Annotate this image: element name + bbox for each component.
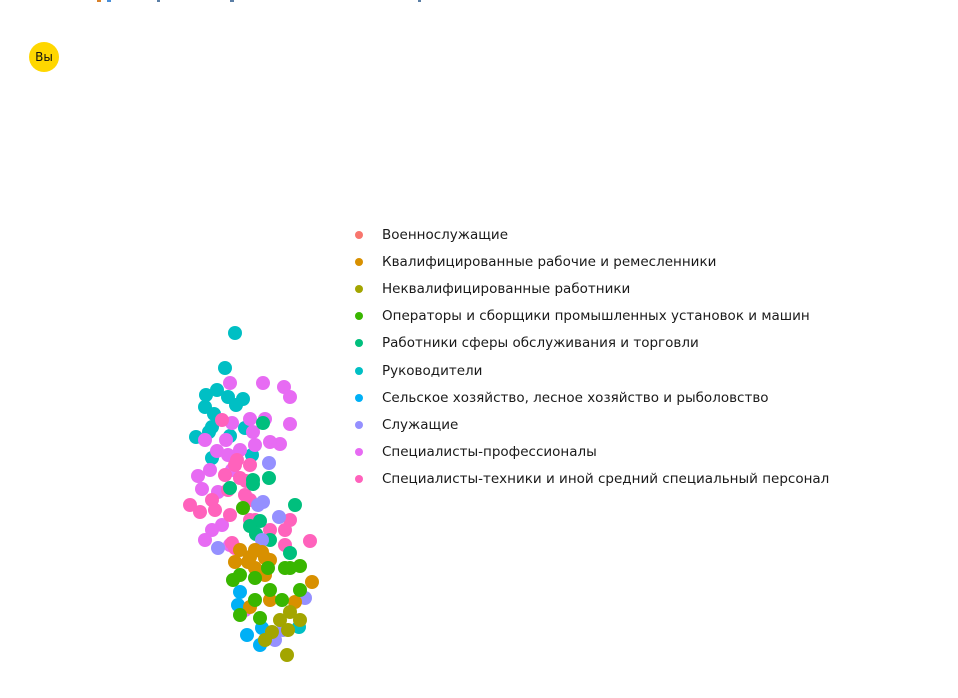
scatter-point[interactable]	[193, 505, 207, 519]
scatter-point[interactable]	[233, 568, 247, 582]
scatter-point[interactable]	[293, 559, 307, 573]
scatter-point[interactable]	[253, 611, 267, 625]
legend-color-dot	[355, 258, 363, 266]
scatter-point[interactable]	[240, 628, 254, 642]
legend-item-label: Операторы и сборщики промышленных установок и машин	[382, 308, 810, 325]
scatter-point[interactable]	[283, 417, 297, 431]
scatter-point[interactable]	[280, 648, 294, 662]
scatter-point[interactable]	[233, 585, 247, 599]
scatter-point[interactable]	[263, 583, 277, 597]
scatter-point[interactable]	[262, 456, 276, 470]
legend-color-dot	[355, 285, 363, 293]
scatter-point[interactable]	[228, 326, 242, 340]
scatter-point[interactable]	[198, 433, 212, 447]
scatter-point[interactable]	[261, 561, 275, 575]
scatter-point[interactable]	[281, 623, 295, 637]
scatter-point[interactable]	[218, 361, 232, 375]
scatter-point[interactable]	[293, 583, 307, 597]
legend-item-label: Военнослужащие	[382, 226, 509, 243]
scatter-point[interactable]	[246, 473, 260, 487]
scatter-point[interactable]	[208, 503, 222, 517]
legend-item-label: Специалисты-профессионалы	[382, 444, 597, 461]
scatter-point[interactable]	[218, 468, 232, 482]
legend-color-dot	[355, 339, 363, 347]
scatter-point[interactable]	[223, 508, 237, 522]
scatter-point[interactable]	[191, 469, 205, 483]
legend-item-rukovoditeli[interactable]	[346, 357, 829, 384]
legend-item-nekvalifitsirovannye[interactable]	[346, 275, 829, 302]
scatter-point[interactable]	[251, 498, 265, 512]
legend-item-label: Служащие	[382, 416, 459, 433]
legend	[346, 221, 829, 493]
scatter-point[interactable]	[248, 571, 262, 585]
clipped-title-fragment	[157, 0, 160, 2]
legend-item-label: Руководители	[382, 362, 483, 379]
scatter-point[interactable]	[278, 561, 292, 575]
scatter-point[interactable]	[258, 633, 272, 647]
clipped-title-fragment	[97, 0, 101, 2]
scatter-point[interactable]	[233, 608, 247, 622]
scatter-point[interactable]	[243, 458, 257, 472]
legend-item-sluzhashchie[interactable]	[346, 411, 829, 438]
scatter-point[interactable]	[293, 613, 307, 627]
scatter-point[interactable]	[211, 541, 225, 555]
scatter-point[interactable]	[228, 555, 242, 569]
scatter-point[interactable]	[198, 533, 212, 547]
scatter-point[interactable]	[215, 413, 229, 427]
scatter-point[interactable]	[256, 416, 270, 430]
clipped-title-fragment	[230, 0, 234, 2]
scatter-point[interactable]	[303, 534, 317, 548]
scatter-point[interactable]	[305, 575, 319, 589]
scatter-point[interactable]	[272, 510, 286, 524]
you-marker[interactable]	[29, 42, 59, 72]
clipped-title-fragment	[107, 0, 111, 2]
legend-item-label: Сельское хозяйство, лесное хозяйство и рыболовство	[382, 389, 769, 406]
legend-item-voennosluzhashchie[interactable]	[346, 221, 829, 248]
you-marker-label: Вы	[35, 50, 53, 64]
clipped-title-fragment	[418, 0, 421, 2]
scatter-point[interactable]	[248, 593, 262, 607]
legend-item-rabotniki-sfery[interactable]	[346, 330, 829, 357]
legend-color-dot	[355, 394, 363, 402]
scatter-point[interactable]	[248, 438, 262, 452]
legend-color-dot	[355, 448, 363, 456]
legend-color-dot	[355, 421, 363, 429]
legend-item-label: Специалисты-техники и иной средний специальный персонал	[382, 471, 830, 488]
legend-color-dot	[355, 312, 363, 320]
scatter-point[interactable]	[283, 390, 297, 404]
legend-item-label: Работники сферы обслуживания и торговли	[382, 335, 699, 352]
scatter-point[interactable]	[263, 435, 277, 449]
legend-color-dot	[355, 367, 363, 375]
legend-item-selskoe-khozyaystvo[interactable]	[346, 384, 829, 411]
scatter-point[interactable]	[236, 501, 250, 515]
legend-item-operatory[interactable]	[346, 303, 829, 330]
scatter-point[interactable]	[223, 376, 237, 390]
legend-item-label: Квалифицированные рабочие и ремесленники	[382, 253, 717, 270]
legend-item-spetsialisty-professionaly[interactable]	[346, 439, 829, 466]
scatter-point[interactable]	[229, 398, 243, 412]
legend-color-dot	[355, 475, 363, 483]
scatter-point[interactable]	[262, 471, 276, 485]
scatter-point[interactable]	[278, 523, 292, 537]
scatter-point[interactable]	[256, 376, 270, 390]
scatter-point[interactable]	[288, 498, 302, 512]
scatter-point[interactable]	[203, 463, 217, 477]
scatter-point[interactable]	[243, 412, 257, 426]
legend-item-spetsialisty-tekhniki[interactable]	[346, 466, 829, 493]
legend-item-label: Неквалифицированные работники	[382, 280, 631, 297]
scatter-point[interactable]	[223, 481, 237, 495]
legend-item-kvalifitsirovannye[interactable]	[346, 248, 829, 275]
scatter-point[interactable]	[283, 546, 297, 560]
legend-color-dot	[355, 231, 363, 239]
